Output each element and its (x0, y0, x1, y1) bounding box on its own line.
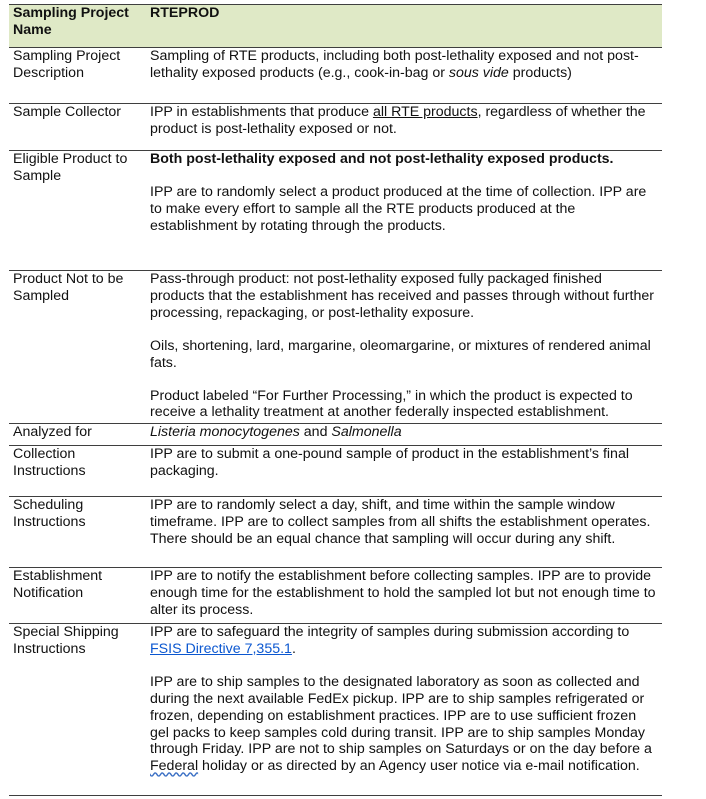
row-not-sampled (9, 271, 662, 424)
row-label: Sampling Project Description (13, 48, 121, 81)
row-content: IPP are to notify the establishment before collecting samples. IPP are to provide enough time for the establishment to hold the sampled lot but not enough time to alter its process. (150, 568, 656, 618)
shipping-p1 (150, 624, 658, 658)
description-italic: sous vide (448, 64, 509, 81)
shipping-p2 (150, 674, 658, 775)
row-collector (9, 104, 662, 151)
row-scheduling (9, 497, 662, 568)
row-content (146, 48, 662, 103)
shipping-p1-text-a: IPP are to safeguard the integrity of samples during submission according to (150, 624, 630, 640)
description-text-a: Sampling of RTE products, including both post-lethality exposed and not post-lethality exposed products (e.g., cook-in-bag or (150, 48, 639, 81)
federal-flagged-word: Federal (150, 758, 199, 775)
analyzed-and: and (299, 424, 332, 440)
not-sampled-p2: Oils, shortening, lard, margarine, oleomargarine, or mixtures of rendered animal fats. (150, 337, 651, 371)
row-label: Eligible Product to Sample (13, 151, 128, 184)
row-content (146, 624, 662, 795)
header-label: Sampling Project Name (13, 5, 129, 38)
row-label: Establishment Notification (13, 568, 103, 601)
row-notification (9, 568, 662, 624)
row-content: IPP are to submit a one-pound sample of product in the establishment’s final packaging. (150, 446, 629, 479)
row-analyzed (9, 424, 662, 446)
eligible-bold-text: Both post-lethality exposed and not post-lethality exposed products. (150, 151, 614, 167)
collector-underlined: all RTE products (372, 104, 478, 120)
row-label: Sample Collector (13, 104, 122, 120)
analyzed-organism-a: Listeria monocytogenes (150, 424, 300, 440)
eligible-text: IPP are to randomly select a product produced at the time of collection. IPP are to make every effort to sample all the RTE products produced at the establishment by rotating through the products. (150, 183, 647, 234)
row-label: Scheduling Instructions (13, 497, 86, 530)
shipping-p2-text-a: IPP are to ship samples to the designated laboratory as soon as collected and during the next available FedEx pickup. IPP are to ship samples refrigerated or frozen, depending on establishment practices. IPP are to use sufficient frozen gel packs to keep samples cold during transit. IPP are to ship samples Monday through Friday. IPP are not to ship samples on Saturdays or on the day before a (150, 673, 652, 758)
collector-text-a: IPP in establishments that produce (150, 104, 373, 120)
row-collection (9, 446, 662, 497)
row-content (146, 104, 662, 150)
fsis-directive-link[interactable]: FSIS Directive 7,355.1 (150, 640, 292, 657)
row-description (9, 48, 662, 104)
row-label: Collection Instructions (13, 446, 86, 479)
row-shipping (9, 624, 662, 796)
shipping-p1-text-b: . (291, 640, 296, 657)
row-content (146, 151, 662, 270)
table-header-row (9, 4, 662, 48)
description-text-b: products) (508, 64, 572, 81)
analyzed-organism-b: Salmonella (331, 424, 402, 440)
header-value: RTEPROD (150, 5, 220, 21)
not-sampled-p1: Pass-through product: not post-lethality exposed fully packaged finished products that the establishment has received and passes through without further processing, repackaging, or post-lethality exposure. (150, 271, 654, 321)
row-content (146, 424, 662, 445)
sampling-table (9, 4, 662, 796)
row-eligible (9, 151, 662, 271)
row-label: Special Shipping Instructions (13, 624, 119, 657)
collector-text-b: , regardless of whether the product is post-lethality exposed or not. (150, 104, 646, 137)
row-label: Analyzed for (13, 424, 92, 440)
not-sampled-p3: Product labeled “For Further Processing,” in which the product is expected to receive a lethality treatment at another federally inspected establishment. (150, 387, 633, 421)
shipping-p2-text-b: holiday or as directed by an Agency user notice via e-mail notification. (198, 758, 640, 775)
row-label: Product Not to be Sampled (13, 271, 124, 304)
row-content (146, 271, 662, 423)
row-content: IPP are to randomly select a day, shift, and time within the sample window timeframe. IPP are to collect samples from all shifts the establishment operates. There should be an equal chance that sampling will occur during any shift. (150, 497, 651, 547)
